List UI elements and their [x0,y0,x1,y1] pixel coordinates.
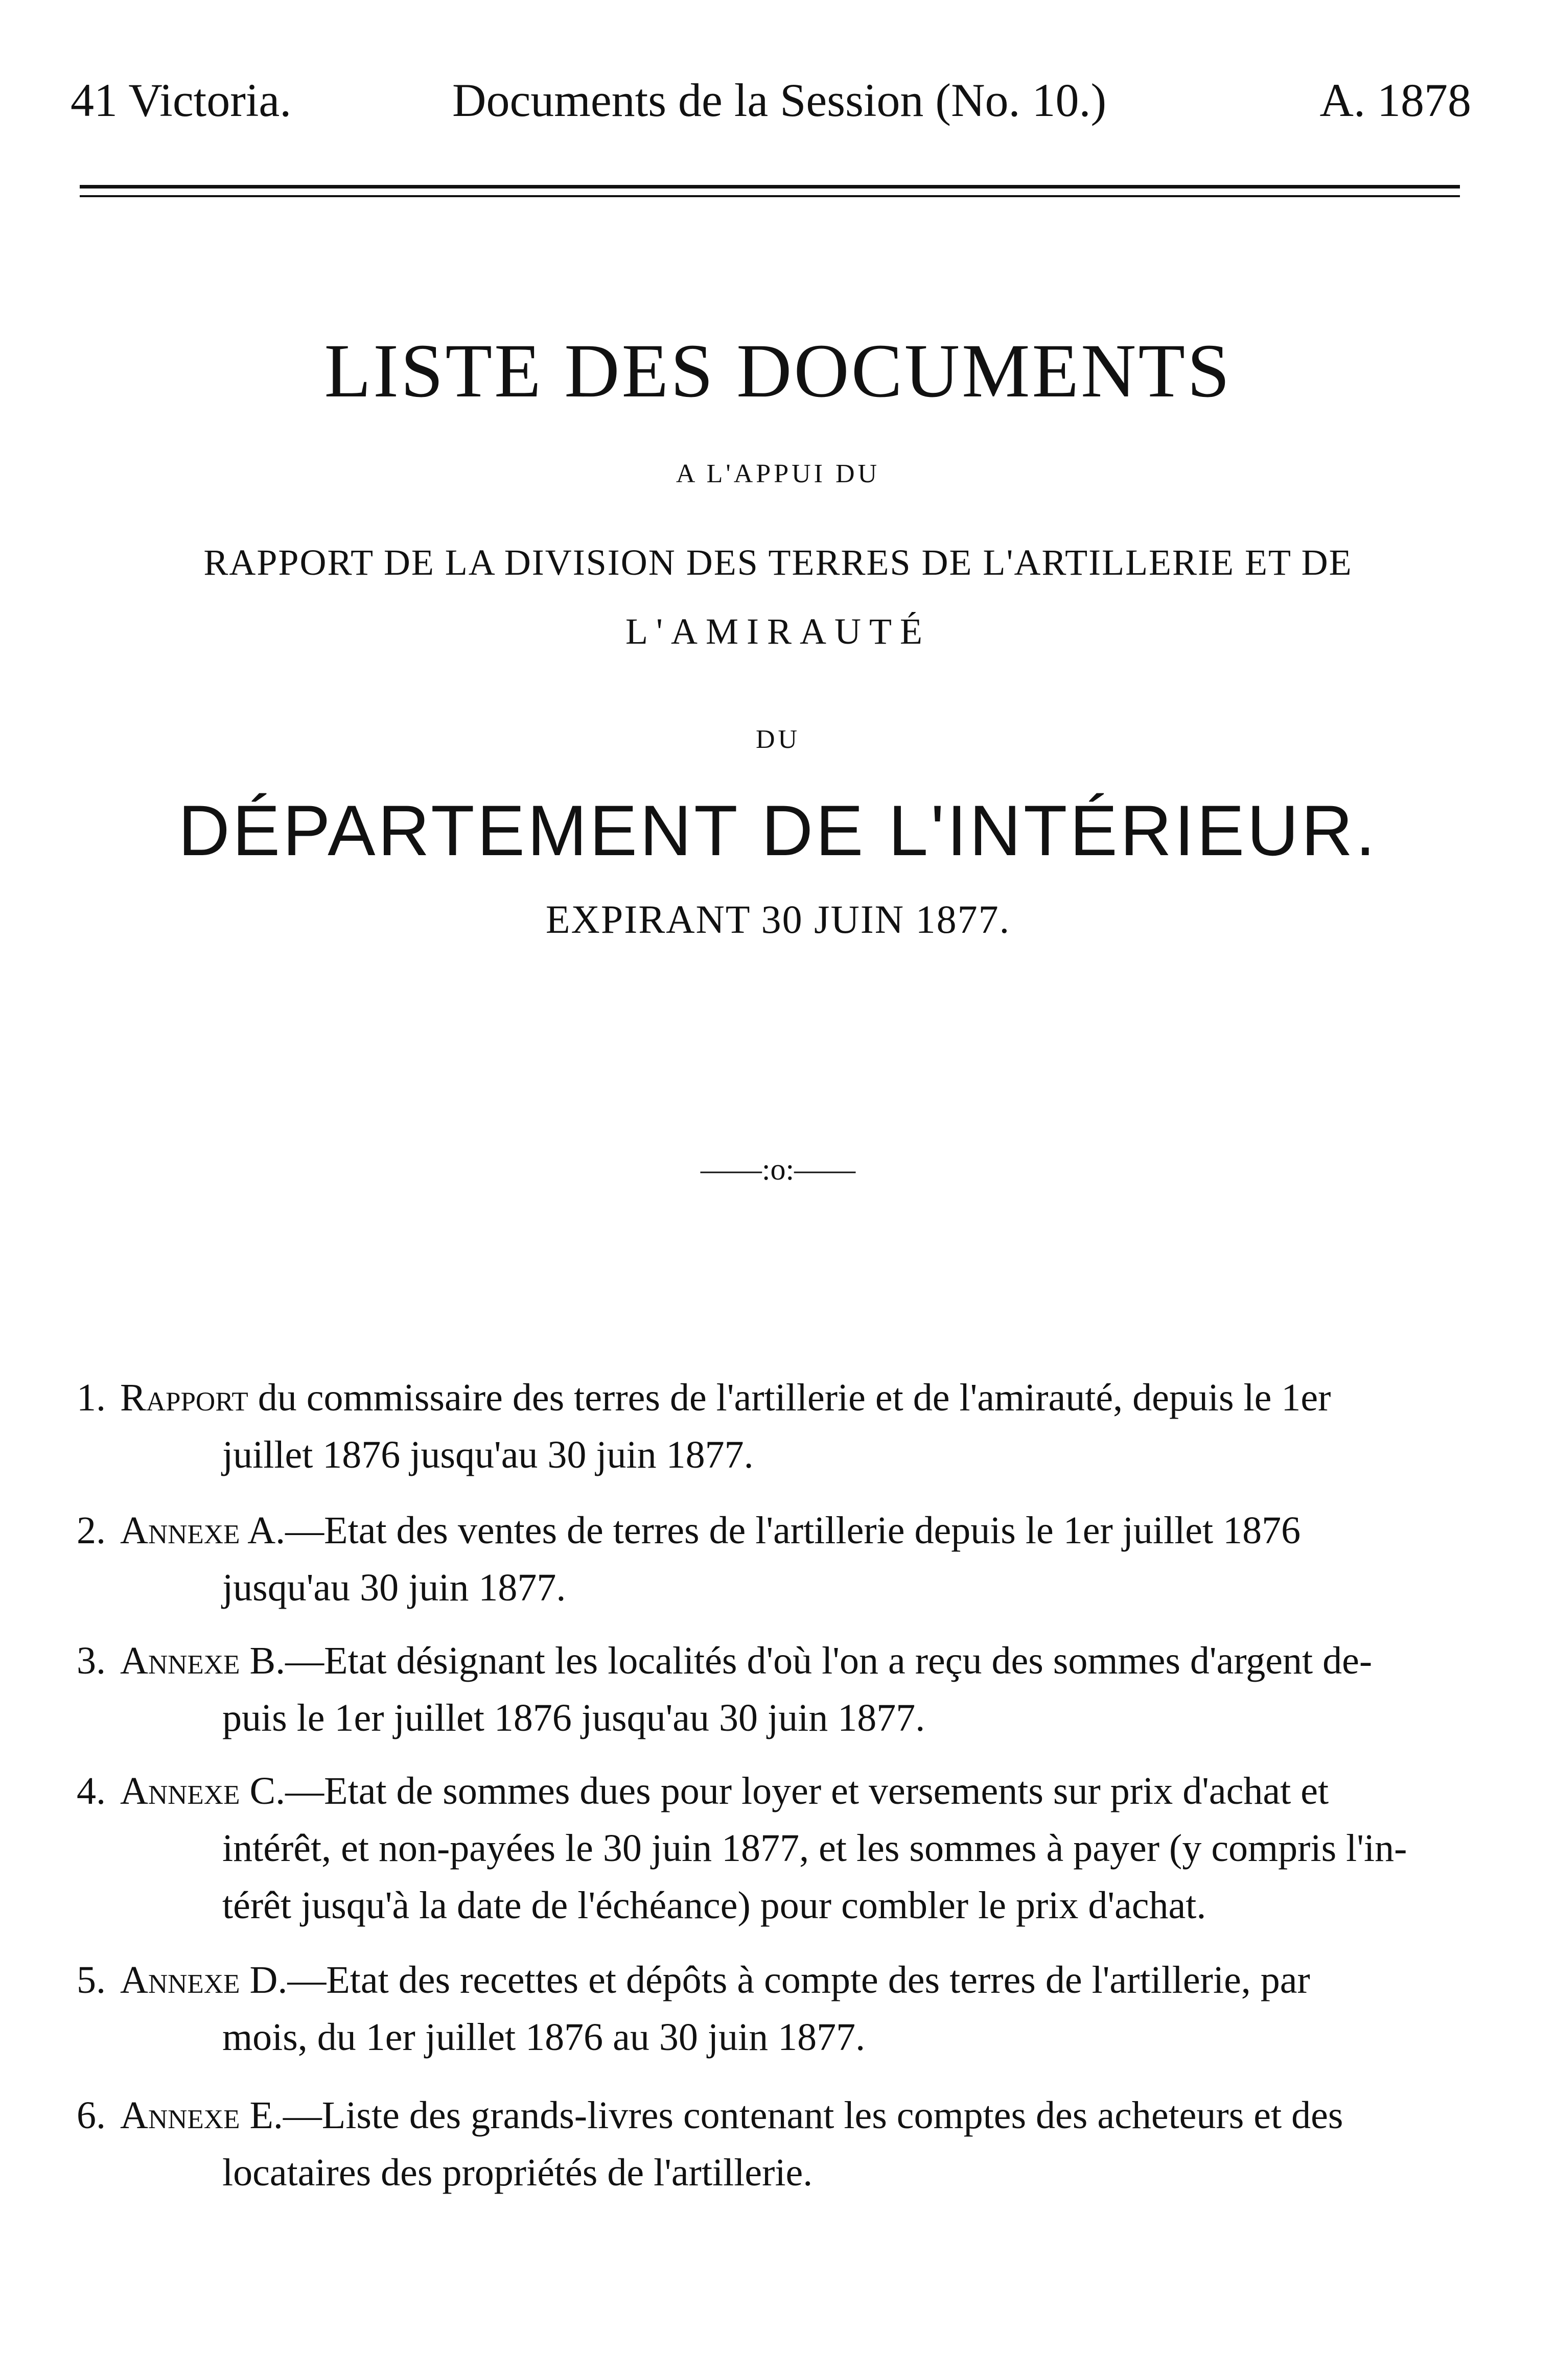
item-text-line: C.—Etat de sommes dues pour loyer et versements sur prix d'achat et [249,1770,1329,1812]
item-text-line: du commissaire des terres de l'artillerie et de l'amirauté, depuis le 1er [258,1376,1331,1419]
expiry-date: EXPIRANT 30 JUIN 1877. [545,897,1011,941]
list-item [77,1632,1487,1747]
subtitle-amiraute: L'AMIRAUTÉ [625,611,931,652]
page-title: LISTE DES DOCUMENTS [324,328,1232,413]
item-text-line: juillet 1876 jusqu'au 30 juin 1877. [222,1433,754,1476]
subtitle-appui: A L'APPUI DU [676,459,880,488]
item-number: 3. [77,1639,106,1682]
item-text-line: D.—Etat des recettes et dépôts à compte des terres de l'artillerie, par [249,1959,1310,2001]
item-text-line: térêt jusqu'à la date de l'échéance) pour combler le prix d'achat. [222,1884,1206,1927]
header-rule-top [80,185,1460,188]
item-label: Annexe [120,1509,240,1552]
item-label: Annexe [120,2094,240,2137]
item-label: Annexe [120,1639,240,1682]
item-number: 5. [77,1959,106,2001]
separator: ——:o:—— [700,1152,856,1186]
subtitle-du: DU [755,725,801,754]
item-text-line: A.—Etat des ventes de terres de l'artillerie depuis le 1er juillet 1876 [247,1509,1301,1552]
header-title: Documents de la Session (No. 10.) [452,74,1107,126]
subtitle-rapport: RAPPORT DE LA DIVISION DES TERRES DE L'ARTILLERIE ET DE [203,542,1353,583]
item-number: 1. [77,1376,106,1419]
item-number: 6. [77,2094,106,2137]
item-label: Annexe [120,1770,240,1812]
list-item [77,1502,1487,1616]
list-item [77,2087,1487,2201]
item-text-line: E.—Liste des grands-livres contenant les comptes des acheteurs et des [249,2094,1343,2137]
header-rule-bottom [80,195,1460,197]
item-number: 2. [77,1509,106,1552]
list-item [77,1951,1487,2066]
item-text-line: mois, du 1er juillet 1876 au 30 juin 1877. [222,2016,866,2059]
item-label: Annexe [120,1959,240,2001]
item-number: 4. [77,1770,106,1812]
item-text-line: puis le 1er juillet 1876 jusqu'au 30 juin 1877. [222,1696,925,1739]
header-session-left: 41 Victoria. [71,74,292,126]
department-title: DÉPARTEMENT DE L'INTÉRIEUR. [178,790,1378,870]
list-item [77,1369,1487,1483]
item-label: Rapport [120,1376,248,1419]
header-year: A. 1878 [1319,74,1471,126]
item-text-line: jusqu'au 30 juin 1877. [222,1566,566,1609]
item-text-line: intérêt, et non-payées le 30 juin 1877, et les sommes à payer (y compris l'in- [222,1827,1407,1870]
item-text-line: B.—Etat désignant les localités d'où l'on a reçu des sommes d'argent de- [249,1639,1373,1682]
list-item [77,1762,1487,1934]
item-text-line: locataires des propriétés de l'artillerie. [222,2151,813,2194]
